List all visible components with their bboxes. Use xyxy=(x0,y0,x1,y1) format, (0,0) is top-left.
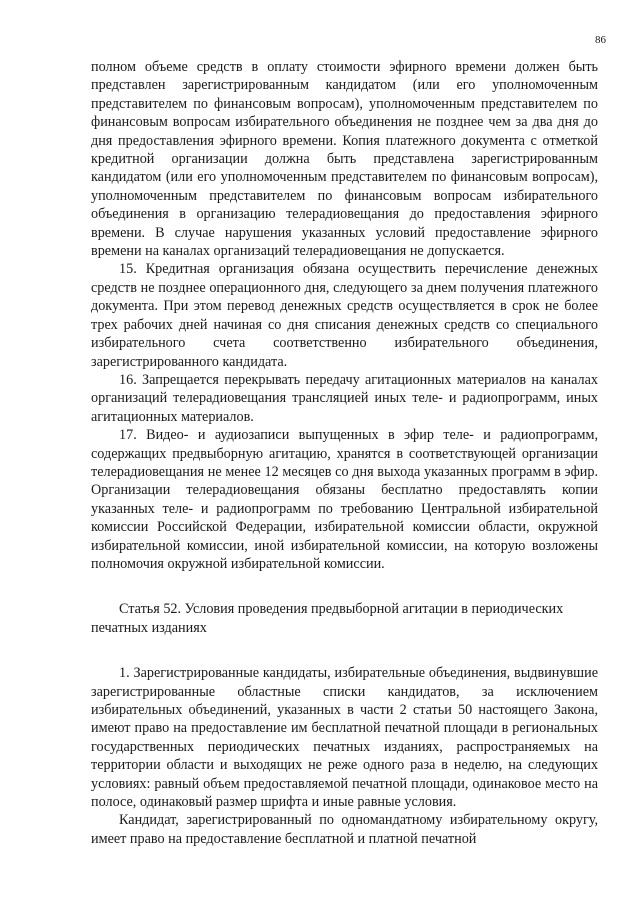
page-number: 86 xyxy=(595,34,606,46)
article-heading: Статья 52. Условия проведения предвыборной агитации в периодических печатных изданиях xyxy=(91,601,564,636)
spacer xyxy=(91,637,598,664)
paragraph-item-15: 15. Кредитная организация обязана осуществить перечисление денежных средств не позднее операционного дня, следующего за днем получения платежного документа. При этом перевод денежных средств осуществляется в срок не более трех рабочих дней начиная со дня списания денежных средств со специального избирательного счета соответственно избирательного объединения, зарегистрированного кандидата. xyxy=(91,261,598,370)
paragraph-item-17: 17. Видео- и аудиозаписи выпущенных в эфир теле- и радиопрограмм, содержащих предвыборную агитацию, хранятся в соответствующей организации телерадиовещания не менее 12 месяцев со дня выхода указанных программ в эфир. Организации телерадиовещания обязаны бесплатно предоставлять копии указанных теле- и радиопрограмм по требованию Центральной избирательной комиссии Российской Федерации, избирательной комиссии области, окружной избирательной комиссии, иной избирательной комиссии, на которую возложены полномочия окружной избирательной комиссии. xyxy=(91,427,598,572)
document-body xyxy=(91,58,598,848)
paragraph-candidate: Кандидат, зарегистрированный по одномандатному избирательному округу, имеет право на предоставление бесплатной и платной печатной xyxy=(91,812,598,847)
paragraph-item-16: 16. Запрещается перекрывать передачу агитационных материалов на каналах организаций телерадиовещания трансляцией иных теле- и радиопрограмм, иных агитационных материалов. xyxy=(91,371,598,425)
paragraph-continuation: полном объеме средств в оплату стоимости эфирного времени должен быть представлен зарегистрированным кандидатом (или его уполномоченным представителем по финансовым вопросам), уполномоченным представителем по финансовым вопросам избирательного объединения не позднее чем за два дня до дня предоставления эфирного времени. Копия платежного документа с отметкой кредитной организации должна быть представлена зарегистрированным кандидатом (или его уполномоченным представителем по финансовым вопросам), уполномоченным представителем по финансовым вопросам избирательного объединения в организацию телерадиовещания до предоставления эфирного времени. В случае нарушения указанных условий предоставление эфирного времени на каналах организаций телерадиовещания не допускается. xyxy=(91,59,598,260)
spacer xyxy=(91,573,598,600)
paragraph-item-1: 1. Зарегистрированные кандидаты, избирательные объединения, выдвинувшие зарегистрированные областные списки кандидатов, за исключением избирательных объединений, указанных в части 2 статьи 50 настоящего Закона, имеют право на предоставление им бесплатной печатной площади в региональных государственных периодических печатных изданиях, распространяемых на территории области и выходящих не реже одного раза в неделю, на следующих условиях: равный объем предоставляемой печатной площади, одинаковое место на полосе, одинаковый размер шрифта и иные равные условия. xyxy=(91,665,598,811)
